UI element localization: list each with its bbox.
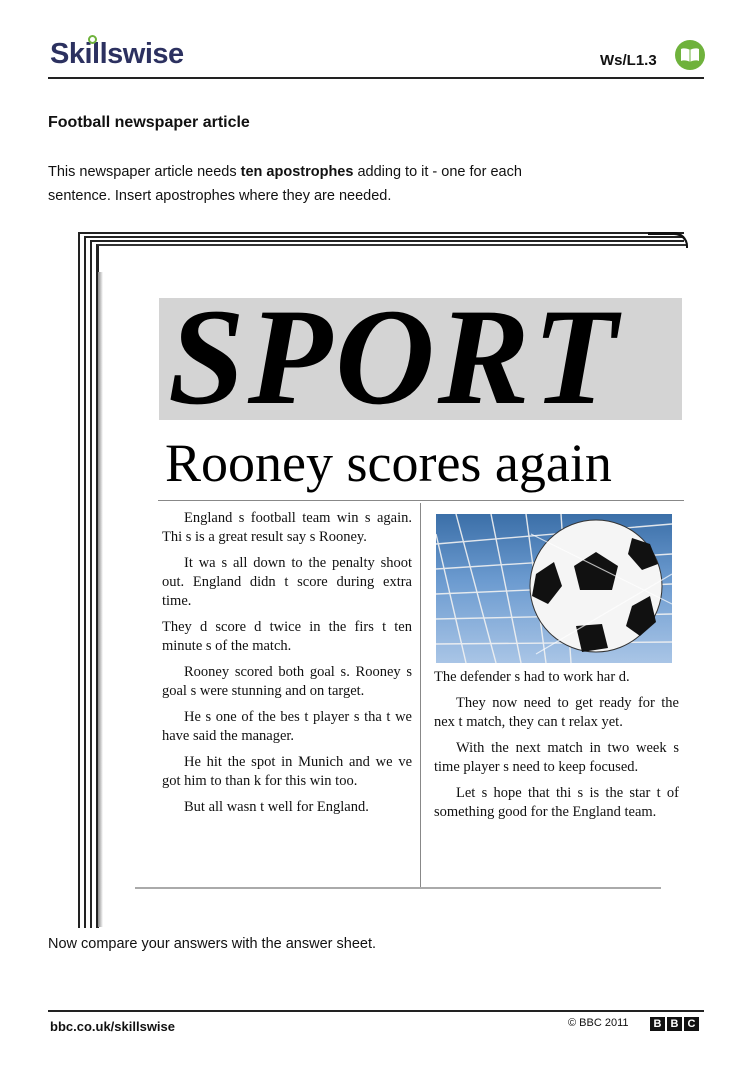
- footer-site-link[interactable]: bbc.co.uk/skillswise: [50, 1019, 175, 1034]
- worksheet-instructions: [48, 160, 568, 208]
- article-right-column: [434, 668, 679, 829]
- masthead: SPORT: [168, 280, 621, 433]
- page-curl: [648, 232, 688, 248]
- headline-divider: [158, 500, 684, 501]
- bbc-letter: B: [667, 1017, 682, 1031]
- footer-divider: [48, 1010, 704, 1012]
- intro-bold: ten apostrophes: [240, 164, 354, 180]
- intro-prefix: This newspaper article needs: [48, 164, 241, 180]
- article-paragraph: But all wasn t well for England.: [184, 799, 369, 815]
- headline: Rooney scores again: [165, 433, 612, 493]
- article-paragraph: With the next match in two week s time player s need to keep focused.: [434, 740, 679, 775]
- column-divider: [420, 503, 421, 887]
- document-code: Ws/L1.3: [600, 52, 657, 69]
- article-left-column: [162, 509, 412, 824]
- article-paragraph: He s one of the bes t player s tha t we have said the manager.: [162, 709, 412, 744]
- article-paragraph: They now need to get ready for the nex t match, they can t relax yet.: [434, 695, 679, 730]
- worksheet-outro: Now compare your answers with the answer sheet.: [48, 936, 377, 952]
- page-shadow: [98, 272, 103, 927]
- book-icon: [675, 40, 705, 70]
- bbc-letter: C: [684, 1017, 699, 1031]
- article-bottom-divider: [135, 887, 661, 889]
- header-divider: [48, 77, 704, 79]
- skillswise-logo: Skillswise: [50, 38, 184, 70]
- intro-suffix: adding to it - one for each sentence. Insert apostrophes where they are needed.: [48, 164, 522, 204]
- bbc-letter: B: [650, 1017, 665, 1031]
- article-paragraph: He hit the spot in Munich and we ve got him to than k for this win too.: [162, 754, 412, 789]
- worksheet-title: Football newspaper article: [48, 114, 250, 131]
- article-paragraph: Rooney scored both goal s. Rooney s goal s were stunning and on target.: [162, 664, 412, 699]
- article-paragraph: Let s hope that thi s is the star t of something good for the England team.: [434, 785, 679, 820]
- logo-dot-icon: [88, 35, 97, 44]
- article-paragraph: They d score d twice in the firs t ten minute s of the match.: [162, 619, 412, 654]
- football-net-photo: [436, 514, 672, 663]
- article-paragraph: It wa s all down to the penalty shoot out. England didn t score during extra time.: [162, 555, 412, 609]
- copyright-text: © BBC 2011: [568, 1017, 629, 1029]
- article-paragraph: England s football team win s again. Thi s is a great result say s Rooney.: [162, 510, 412, 545]
- article-paragraph: The defender s had to work har d.: [434, 669, 630, 685]
- bbc-logo: [650, 1017, 699, 1031]
